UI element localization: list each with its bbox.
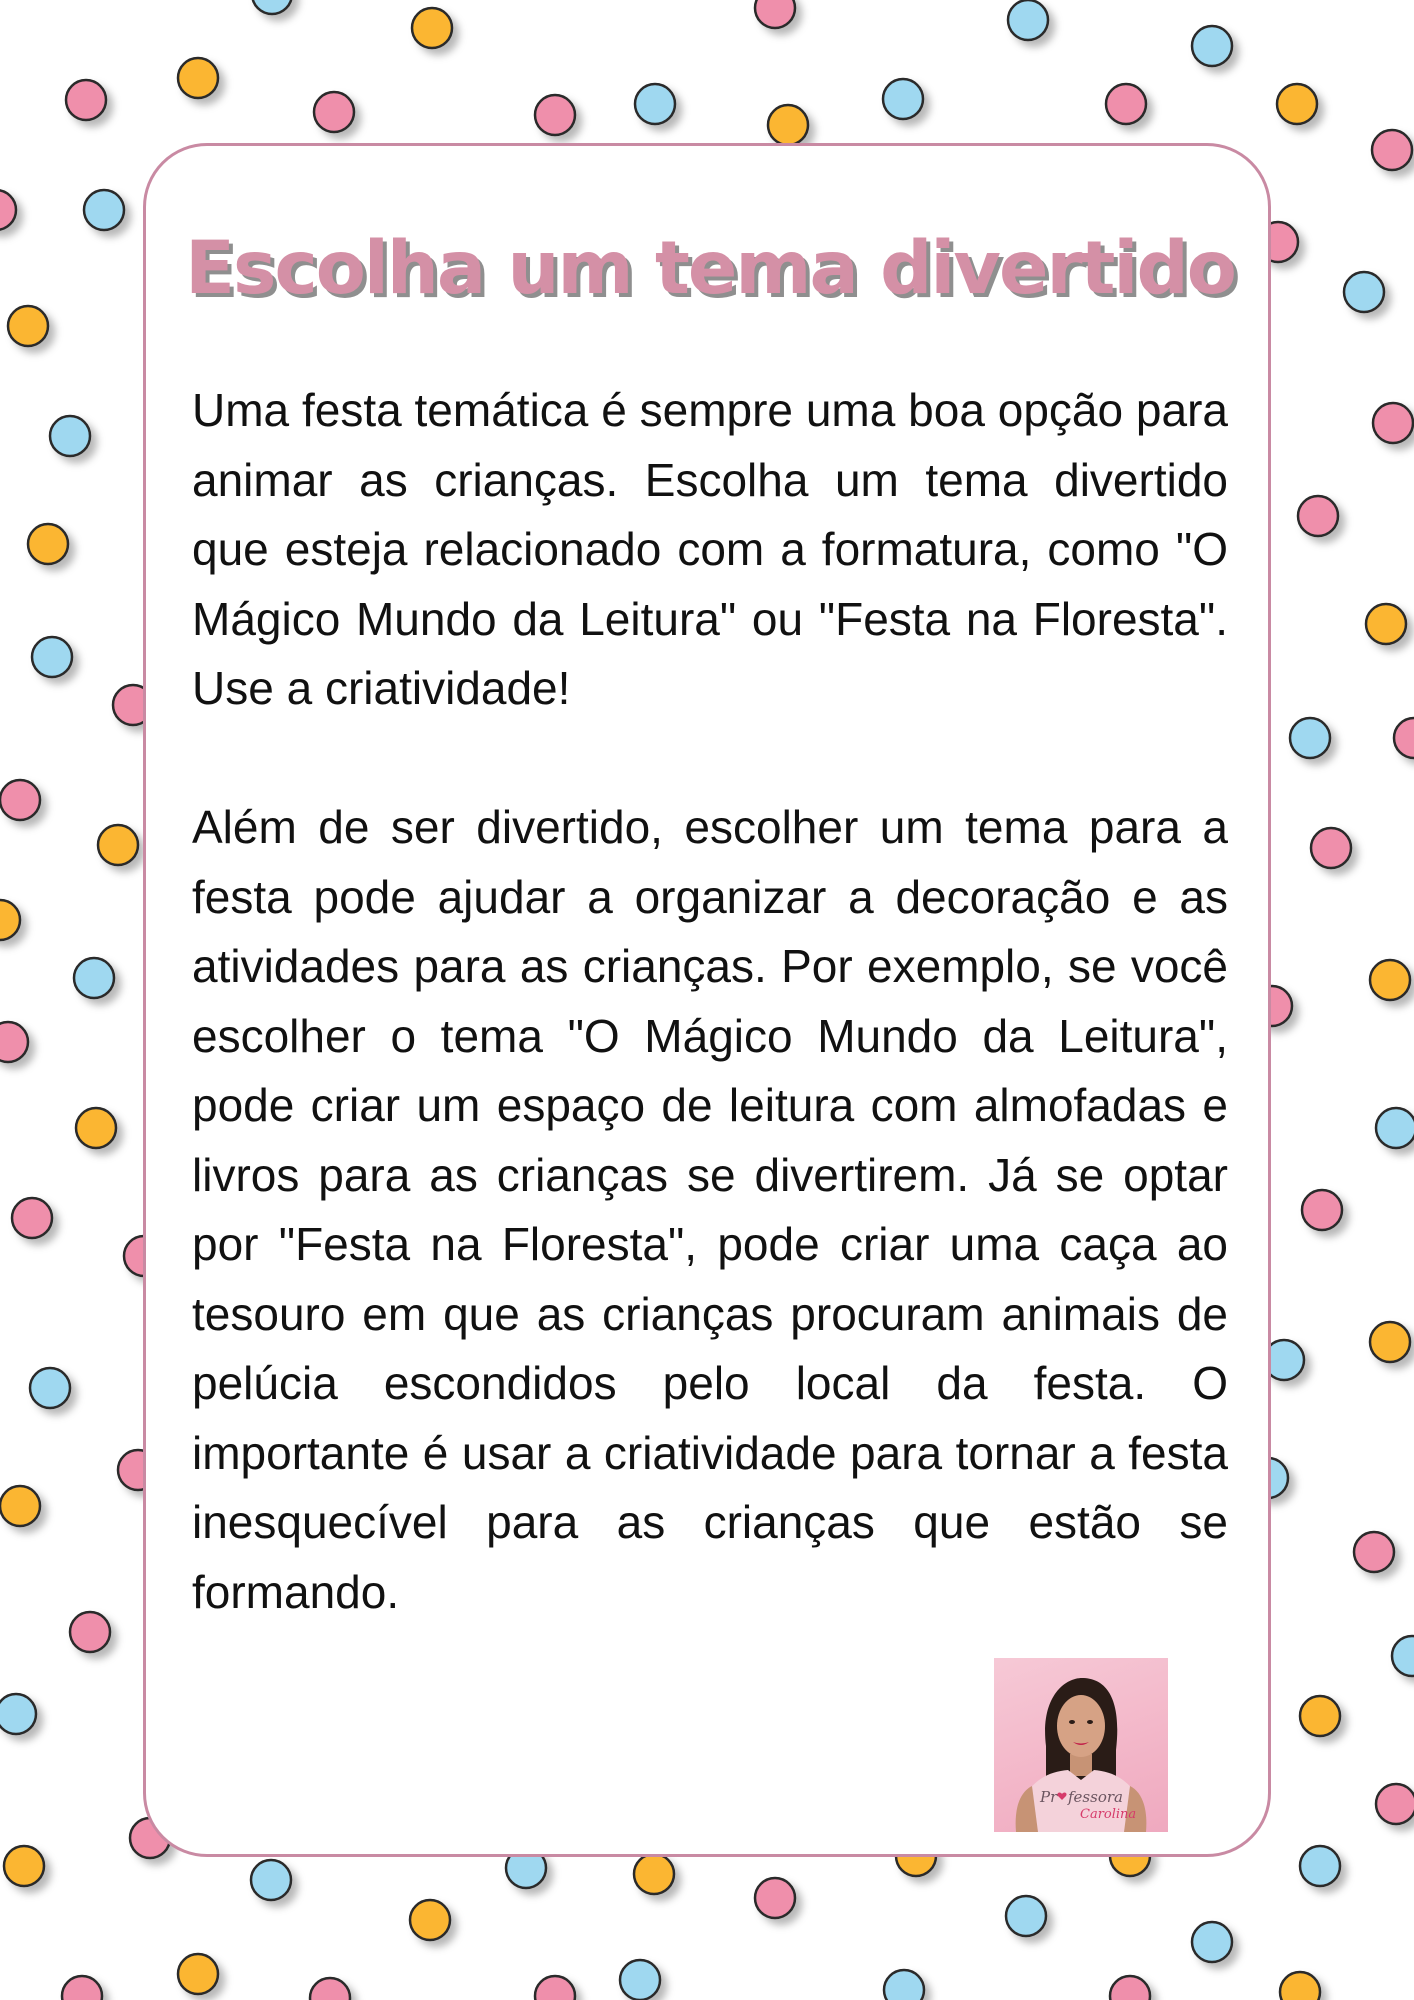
polka-dot bbox=[535, 95, 575, 135]
polka-dot bbox=[1370, 960, 1410, 1000]
polka-dot bbox=[412, 8, 452, 48]
polka-dot bbox=[410, 1900, 450, 1940]
polka-dot bbox=[178, 1954, 218, 1994]
polka-dot bbox=[70, 1612, 110, 1652]
svg-text:Pr: Pr bbox=[1040, 1788, 1058, 1806]
polka-dot bbox=[76, 1108, 116, 1148]
polka-dot bbox=[1192, 26, 1232, 66]
polka-dot bbox=[62, 1976, 102, 2000]
polka-dot bbox=[1008, 0, 1048, 40]
polka-dot bbox=[1106, 84, 1146, 124]
polka-dot bbox=[755, 0, 795, 28]
body-text bbox=[192, 376, 1228, 1627]
polka-dot bbox=[883, 79, 923, 119]
author-photo bbox=[994, 1658, 1168, 1832]
polka-dot bbox=[1006, 1896, 1046, 1936]
page-title: Escolha um tema divertido bbox=[185, 226, 1235, 311]
polka-dot bbox=[1372, 130, 1412, 170]
polka-dot bbox=[0, 1486, 40, 1526]
polka-dot bbox=[1192, 1922, 1232, 1962]
polka-dot bbox=[1300, 1846, 1340, 1886]
polka-dot bbox=[178, 58, 218, 98]
polka-dot bbox=[1373, 403, 1413, 443]
polka-dot bbox=[0, 1694, 36, 1734]
polka-dot bbox=[1110, 1976, 1150, 2000]
polka-dot bbox=[1376, 1108, 1414, 1148]
polka-dot bbox=[4, 1846, 44, 1886]
polka-dot bbox=[0, 190, 16, 230]
polka-dot bbox=[1298, 496, 1338, 536]
polka-dot bbox=[755, 1878, 795, 1918]
svg-text:fessora: fessora bbox=[1068, 1788, 1123, 1806]
polka-dot bbox=[1392, 1636, 1414, 1676]
polka-dot bbox=[1376, 1784, 1414, 1824]
paragraph-2: Além de ser divertido, escolher um tema para a festa pode ajudar a organizar a decoração e as atividades para as crianças. Por exemplo, se você escolher o tema "O Mágico Mundo da Leitura", pode criar um espaço de leitura com almofadas e livros para as crianças se divertirem. Já se optar por "Festa na Floresta", pode criar uma caça ao tesouro em que as crianças procuram animais de pelúcia escondidos pelo local da festa. O importante é usar a criatividade para tornar a festa inesquecível para as crianças que estão se formando. bbox=[192, 801, 1228, 1618]
polka-dot bbox=[251, 1860, 291, 1900]
polka-dot bbox=[884, 1970, 924, 2000]
polka-dot bbox=[620, 1960, 660, 2000]
polka-dot bbox=[1370, 1322, 1410, 1362]
polka-dot bbox=[8, 306, 48, 346]
polka-dot bbox=[1290, 718, 1330, 758]
polka-dot bbox=[98, 825, 138, 865]
polka-dot bbox=[768, 105, 808, 145]
polka-dot bbox=[28, 524, 68, 564]
polka-dot bbox=[314, 92, 354, 132]
polka-dot bbox=[1394, 718, 1414, 758]
polka-dot bbox=[1344, 272, 1384, 312]
polka-dot bbox=[1277, 84, 1317, 124]
svg-text:Carolina: Carolina bbox=[1080, 1807, 1137, 1822]
polka-dot bbox=[50, 416, 90, 456]
polka-dot bbox=[634, 1854, 674, 1894]
polka-dot bbox=[535, 1976, 575, 2000]
polka-dot bbox=[1280, 1972, 1320, 2000]
polka-dot bbox=[0, 900, 20, 940]
polka-dot bbox=[310, 1978, 350, 2000]
polka-dot bbox=[1311, 828, 1351, 868]
polka-dot bbox=[1302, 1190, 1342, 1230]
polka-dot bbox=[0, 780, 40, 820]
polka-dot bbox=[32, 637, 72, 677]
polka-dot bbox=[84, 190, 124, 230]
polka-dot bbox=[12, 1198, 52, 1238]
content-card bbox=[143, 143, 1271, 1857]
polka-dot bbox=[74, 958, 114, 998]
polka-dot bbox=[252, 0, 292, 14]
polka-dot bbox=[66, 80, 106, 120]
polka-dot bbox=[1366, 604, 1406, 644]
polka-dot bbox=[1300, 1696, 1340, 1736]
polka-dot bbox=[30, 1368, 70, 1408]
polka-dot bbox=[0, 1022, 28, 1062]
polka-dot bbox=[635, 84, 675, 124]
paragraph-1: Uma festa temática é sempre uma boa opção para animar as crianças. Escolha um tema divertido que esteja relacionado com a formatura, como "O Mágico Mundo da Leitura" ou "Festa na Floresta". Use a criatividade! bbox=[192, 384, 1228, 714]
polka-dot bbox=[1354, 1532, 1394, 1572]
